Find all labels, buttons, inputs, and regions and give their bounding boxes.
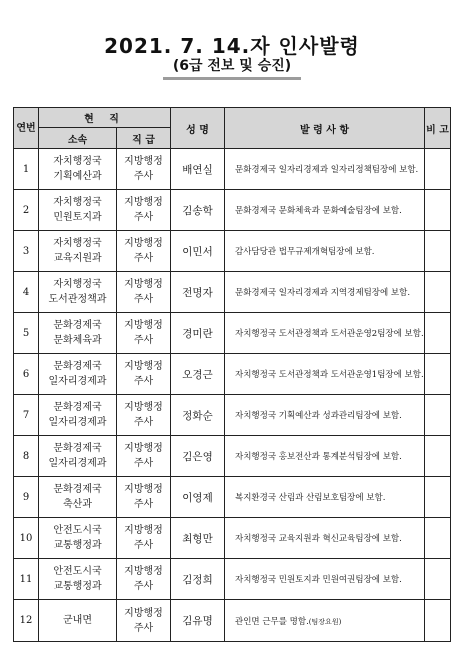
dept-line-2: 교육지원과 [53,253,102,264]
grade-line-2: 주사 [133,212,154,223]
table-row [14,354,451,395]
dept-line-1: 군내면 [63,615,92,626]
grade-line-1: 지방행정 [124,238,163,249]
cell-grade [117,272,171,313]
dept-line-2: 교통행정과 [53,540,102,551]
grade-line-2: 주사 [133,294,154,305]
order-text: 자치행정국 기획예산과 성과관리팀장에 보함. [235,411,402,421]
grade-line-1: 지방행정 [124,484,163,495]
order-text: 자치행정국 교육지원과 혁신교육팀장에 보함. [235,534,402,544]
grade-line-2: 주사 [133,253,154,264]
cell-dept [39,313,117,354]
cell-order [225,149,425,190]
cell-name: 김송학 [171,190,225,231]
cell-dept [39,354,117,395]
dept-line-1: 문화경제국 [53,320,102,331]
grade-line-1: 지방행정 [124,361,163,372]
cell-remark [425,190,451,231]
cell-no: 6 [14,354,39,395]
dept-line-1: 문화경제국 [53,402,102,413]
cell-dept [39,231,117,272]
dept-line-2: 일자리경제과 [48,417,107,428]
grade-line-1: 지방행정 [124,402,163,413]
dept-line-1: 안전도시국 [53,566,102,577]
cell-grade [117,149,171,190]
table-row [14,313,451,354]
cell-order [225,272,425,313]
dept-line-2: 축산과 [63,499,92,510]
table-row [14,436,451,477]
cell-no: 8 [14,436,39,477]
dept-line-2: 일자리경제과 [48,376,107,387]
table-header-row [14,108,451,128]
cell-name: 이영제 [171,477,225,518]
cell-order [225,354,425,395]
cell-no: 3 [14,231,39,272]
cell-name: 김유명 [171,600,225,642]
table-row [14,272,451,313]
cell-name: 전명자 [171,272,225,313]
cell-grade [117,354,171,395]
cell-name: 정화순 [171,395,225,436]
grade-line-1: 지방행정 [124,279,163,290]
table-row [14,477,451,518]
cell-dept [39,272,117,313]
grade-line-2: 주사 [133,335,154,346]
cell-order [225,600,425,642]
grade-line-1: 지방행정 [124,156,163,167]
cell-order [225,436,425,477]
cell-name: 김정희 [171,559,225,600]
header-no: 연번 [14,108,39,149]
dept-line-1: 자치행정국 [53,197,102,208]
cell-grade [117,395,171,436]
cell-order [225,231,425,272]
cell-no: 7 [14,395,39,436]
table-row [14,149,451,190]
dept-line-1: 문화경제국 [53,484,102,495]
grade-line-1: 지방행정 [124,197,163,208]
cell-dept [39,436,117,477]
cell-order [225,395,425,436]
cell-no: 4 [14,272,39,313]
grade-line-1: 지방행정 [124,607,163,619]
cell-name: 이민서 [171,231,225,272]
cell-grade [117,313,171,354]
cell-no: 1 [14,149,39,190]
dept-line-1: 자치행정국 [53,156,102,167]
cell-dept [39,477,117,518]
cell-remark [425,518,451,559]
cell-no: 12 [14,600,39,642]
cell-dept [39,518,117,559]
order-text: 자치행정국 홍보전산과 통계분석팀장에 보함. [235,452,402,462]
order-text: 자치행정국 도서관정책과 도서관운영1팀장에 보함. [235,370,424,380]
header-name: 성 명 [171,108,225,149]
order-text: 관인면 근무를 명함. [235,616,309,627]
cell-no: 5 [14,313,39,354]
order-text: 자치행정국 민원토지과 민원여권팀장에 보함. [235,575,402,585]
cell-name: 배연실 [171,149,225,190]
cell-remark [425,559,451,600]
cell-dept [39,600,117,642]
cell-remark [425,272,451,313]
cell-remark [425,313,451,354]
cell-no: 2 [14,190,39,231]
grade-line-2: 주사 [133,499,154,510]
subtitle-wrapper [0,55,464,80]
table-row [14,518,451,559]
order-text: 복지환경국 산림과 산림보호팀장에 보함. [235,493,386,503]
dept-line-1: 안전도시국 [53,525,102,536]
page-title: 2021. 7. 14.자 인사발령 [104,34,360,58]
cell-remark [425,600,451,642]
page-subtitle: (6급 전보 및 승진) [163,55,301,80]
grade-line-2: 주사 [133,171,154,182]
cell-grade [117,436,171,477]
cell-remark [425,436,451,477]
dept-line-1: 문화경제국 [53,443,102,454]
cell-grade [117,559,171,600]
grade-line-1: 지방행정 [124,525,163,536]
dept-line-1: 자치행정국 [53,279,102,290]
dept-line-2: 민원토지과 [53,212,102,223]
grade-line-1: 지방행정 [124,566,163,577]
grade-line-2: 주사 [133,622,154,634]
table-row [14,190,451,231]
header-grade: 직 급 [117,128,171,149]
cell-remark [425,477,451,518]
grade-line-2: 주사 [133,417,154,428]
cell-name: 김은영 [171,436,225,477]
cell-order [225,190,425,231]
dept-line-2: 교통행정과 [53,581,102,592]
header-remark: 비 고 [425,108,451,149]
order-text: 문화경제국 문화체육과 문화예술팀장에 보함. [235,206,402,216]
cell-grade [117,190,171,231]
grade-line-1: 지방행정 [124,320,163,331]
grade-line-2: 주사 [133,581,154,592]
personnel-order-table [13,107,451,642]
cell-name: 최형만 [171,518,225,559]
grade-line-2: 주사 [133,458,154,469]
dept-line-2: 일자리경제과 [48,458,107,469]
table-row [14,559,451,600]
dept-line-2: 도서관정책과 [48,294,107,305]
order-text: 문화경제국 일자리경제과 일자리정책팀장에 보함. [235,165,419,175]
cell-remark [425,354,451,395]
cell-grade [117,518,171,559]
cell-no: 9 [14,477,39,518]
table-row [14,600,451,642]
dept-line-2: 문화체육과 [53,335,102,346]
dept-line-1: 문화경제국 [53,361,102,372]
table-row [14,395,451,436]
header-order: 발 령 사 항 [225,108,425,149]
cell-remark [425,231,451,272]
grade-line-2: 주사 [133,376,154,387]
order-note: (팀장요원) [308,617,342,626]
dept-line-1: 자치행정국 [53,238,102,249]
order-text: 문화경제국 일자리경제과 지역경제팀장에 보함. [235,288,411,298]
cell-grade [117,231,171,272]
cell-remark [425,395,451,436]
cell-remark [425,149,451,190]
cell-name: 경미란 [171,313,225,354]
cell-order [225,518,425,559]
grade-line-1: 지방행정 [124,443,163,454]
cell-order [225,477,425,518]
header-dept: 소속 [39,128,117,149]
cell-dept [39,149,117,190]
cell-dept [39,190,117,231]
cell-order [225,559,425,600]
cell-grade [117,477,171,518]
table-row [14,231,451,272]
cell-no: 10 [14,518,39,559]
dept-line-2: 기획예산과 [53,171,102,182]
cell-dept [39,559,117,600]
cell-no: 11 [14,559,39,600]
cell-name: 오경근 [171,354,225,395]
cell-dept [39,395,117,436]
order-text: 감사담당관 법무규제개혁팀장에 보함. [235,247,375,257]
order-text: 자치행정국 도서관정책과 도서관운영2팀장에 보함. [235,329,424,339]
grade-line-2: 주사 [133,540,154,551]
cell-grade [117,600,171,642]
header-current-position: 현 직 [39,108,171,128]
cell-order [225,313,425,354]
